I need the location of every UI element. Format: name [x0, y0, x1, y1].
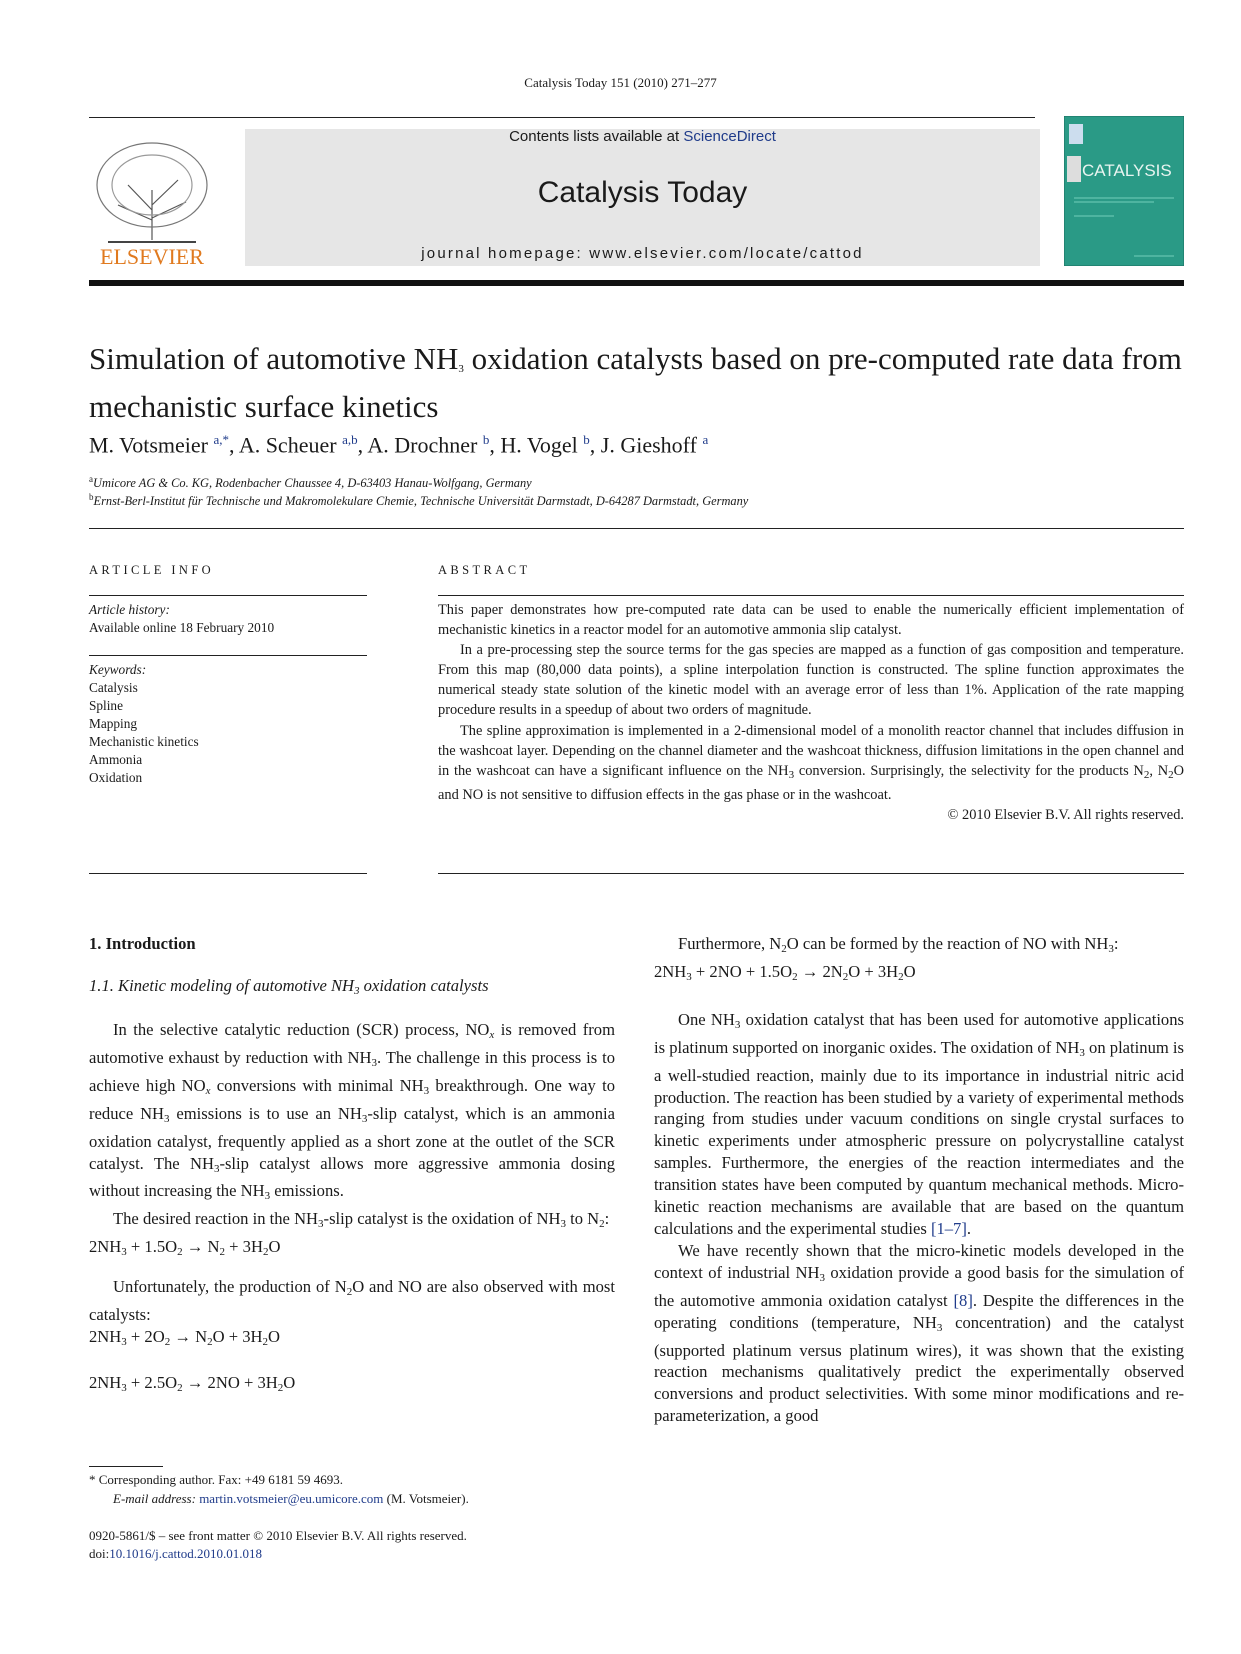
history-value: Available online 18 February 2010	[89, 620, 275, 635]
info-rule	[89, 655, 367, 656]
equation: $2NH_3 + 1.5O_2 \to N_2 + 3H_2O$	[89, 1237, 281, 1259]
equation: $2NH_3 + 2NO + 1.5O_2 \to 2N_2O + 3H_2O$	[654, 961, 916, 983]
sciencedirect-link[interactable]: ScienceDirect	[683, 128, 776, 145]
front-matter	[89, 1527, 467, 1563]
author-name[interactable]: A. Scheuer	[238, 432, 337, 458]
body-paragraph: We have recently shown that the micro-kinetic models developed in the context of industrial $NH_3$ oxidation provide a good basis for the simulation of the automotive ammonia oxidation catalyst [8]. Despite the differences in the operating conditions (temperature, $NH_3$ concentration) and the catalyst (supported platinum versus platinum wires), it was shown that the existing reaction mechanisms qualitatively predict the experimentally observed conversions and product selectivities. With some minor modifications and re-parameterization, a good	[654, 1240, 1185, 1426]
body-paragraph: In the selective catalytic reduction (SCR) process, $NO_x$ is removed from automotive exhaust by reduction with $NH_3$. The challenge in this process is to achieve high $NO_x$ conversions with minimal $NH_3$ breakthrough. One way to reduce $NH_3$ emissions is to use an $NH_3$-slip catalyst, which is an ammonia oxidation catalyst, frequently applied as a short zone at the outlet of the SCR catalyst. The $NH_3$-slip catalyst allows more aggressive ammonia dosing without increasing the $NH_3$ emissions.	[89, 1020, 616, 1203]
author-list: M. Votsmeier $^{a,*}$, A. Scheuer $^{a,b}$, A. Drochner $^b$, H. Vogel $^b$, J. Gieshoff $^a$	[89, 432, 709, 458]
left-column	[89, 1019, 615, 1400]
keyword: Catalysis	[89, 680, 138, 695]
article-info-heading: ARTICLE INFO	[89, 563, 215, 577]
author-name[interactable]: M. Votsmeier	[89, 432, 208, 458]
keywords-label: Keywords:	[89, 662, 147, 677]
author-affiliation-mark[interactable]: a,*	[213, 432, 230, 447]
keyword: Spline	[89, 698, 123, 713]
journal-homepage[interactable]: journal homepage: www.elsevier.com/locate/cattod	[421, 245, 864, 262]
footnote-rule	[89, 1466, 163, 1467]
citation-link[interactable]: [8]	[953, 1290, 973, 1310]
author-affiliation-mark[interactable]: b	[482, 432, 490, 447]
abstract-paragraph: The spline approximation is implemented in a 2-dimensional model of a monolith reactor channel that includes diffusion in the washcoat layer. Depending on the channel diameter and the washcoat thickness, diffusion limitations in the open channel and in the washcoat can have a significant influence on the $NH_3$ conversion. Surprisingly, the selectivity for the products $N_2$, $N_2O$ and NO is not sensitive to diffusion effects in the gas phase or in the washcoat.	[438, 722, 1184, 803]
header-rule	[89, 117, 1035, 118]
copyright-notice: © 2010 Elsevier B.V. All rights reserved.	[947, 806, 1184, 823]
keyword: Mechanistic kinetics	[89, 734, 199, 749]
abstract-body	[438, 600, 1184, 825]
cover-title: CATALYSIS	[1082, 161, 1172, 180]
info-rule	[89, 873, 367, 874]
issn-line: 0920-5861/$ – see front matter © 2010 Elsevier B.V. All rights reserved.	[89, 1528, 467, 1543]
email-line: E-mail address: martin.votsmeier@eu.umicore.com (M. Votsmeier).	[113, 1490, 469, 1506]
keyword: Oxidation	[89, 770, 143, 785]
footnote	[89, 1471, 469, 1508]
equation: $2NH_3 + 2O_2 \to N_2O + 3H_2O$	[89, 1326, 280, 1348]
header-thick-rule	[89, 280, 1184, 286]
journal-cover-thumbnail	[1064, 116, 1184, 266]
contents-line	[245, 128, 1040, 145]
email-link[interactable]: martin.votsmeier@eu.umicore.com	[199, 1490, 384, 1506]
body-paragraph: The desired reaction in the $NH_3$-slip catalyst is the oxidation of $NH_3$ to $N_2$:	[113, 1209, 610, 1231]
abstract-paragraph: This paper demonstrates how pre-computed rate data can be used to enable the numerically efficient implementation of mechanistic kinetics in a reactor model for an automotive ammonia slip catalyst.	[438, 602, 1184, 639]
author-name[interactable]: H. Vogel	[500, 432, 578, 458]
body-paragraph: One $NH_3$ oxidation catalyst that has been used for automotive applications is platinum supported on inorganic oxides. The oxidation of $NH_3$ on platinum is a well-studied reaction, mainly due to its importance in industrial nitric acid production. The reaction has been studied by a variety of experimental methods ranging from studies under vacuum conditions on single crystal surfaces to kinetic experiments under atmospheric pressure on polycrystalline catalyst samples. Furthermore, the energies of the reaction intermediates and the transition states have been computed by quantum mechanical methods. Micro-kinetic reaction mechanisms are available that are based on the quantum calculations and the experimental studies [1–7].	[654, 1009, 1184, 1238]
abstract-heading: ABSTRACT	[438, 563, 531, 577]
elsevier-wordmark: ELSEVIER	[100, 244, 204, 269]
section-heading: 1. Introduction	[89, 934, 196, 953]
body-paragraph: Unfortunately, the production of $N_2O$ and NO are also observed with most catalysts:	[89, 1277, 615, 1325]
abstract-rule	[438, 873, 1184, 874]
author-name[interactable]: J. Gieshoff	[600, 432, 697, 458]
abstract-paragraph: In a pre-processing step the source terms for the gas species are mapped as a function of gas composition and temperature. From this map (80,000 data points), a spline interpolation function is constructed. The spline function approximates the numerical steady state solution of the kinetic model with an average error of less than 1%. Application of the rate mapping procedure results in a speedup of about two orders of magnitude.	[438, 642, 1184, 719]
article-title: Simulation of automotive $NH_3$ oxidation catalysts based on pre-computed rate data from mechanistic surface kinetics	[89, 341, 1182, 424]
section-rule	[89, 528, 1184, 529]
doi-link[interactable]: 10.1016/j.cattod.2010.01.018	[109, 1546, 262, 1561]
keyword: Ammonia	[89, 752, 143, 767]
author-affiliation-mark[interactable]: b	[583, 432, 590, 447]
author-affiliation-mark[interactable]: a,b	[342, 432, 358, 447]
abstract-rule	[438, 595, 1184, 596]
author-name[interactable]: A. Drochner	[367, 432, 478, 458]
keywords-list	[89, 679, 199, 787]
body-paragraph: Furthermore, $N_2O$ can be formed by the reaction of NO with $NH_3$:	[678, 934, 1119, 955]
right-column	[654, 933, 1184, 1427]
elsevier-logo	[88, 130, 216, 270]
equation: $2NH_3 + 2.5O_2 \to 2NO + 3H_2O$	[89, 1372, 296, 1394]
info-rule	[89, 595, 367, 596]
author-affiliation-mark[interactable]: a	[702, 432, 709, 447]
affiliation-b: $^b$Ernst-Berl-Institut für Technische und Makromolekulare Chemie, Technische Universität Darmstadt, D-64287 Darmstadt, Germany	[89, 492, 749, 509]
keyword: Mapping	[89, 716, 138, 731]
journal-reference: Catalysis Today 151 (2010) 271–277	[524, 75, 717, 90]
doi-line: doi:10.1016/j.cattod.2010.01.018	[89, 1546, 262, 1561]
contents-prefix: Contents lists available at	[509, 128, 684, 145]
subsection-heading: 1.1. Kinetic modeling of automotive $NH_3$ oxidation catalysts	[89, 976, 489, 997]
affiliation-a: $^a$Umicore AG & Co. KG, Rodenbacher Chaussee 4, D-63403 Hanau-Wolfgang, Germany	[89, 474, 532, 491]
history-label: Article history:	[89, 602, 170, 617]
citation-link[interactable]: [1–7]	[930, 1218, 967, 1238]
corresponding-author-note: * Corresponding author. Fax: +49 6181 59 4693.	[89, 1472, 343, 1487]
journal-name: Catalysis Today	[537, 176, 748, 209]
